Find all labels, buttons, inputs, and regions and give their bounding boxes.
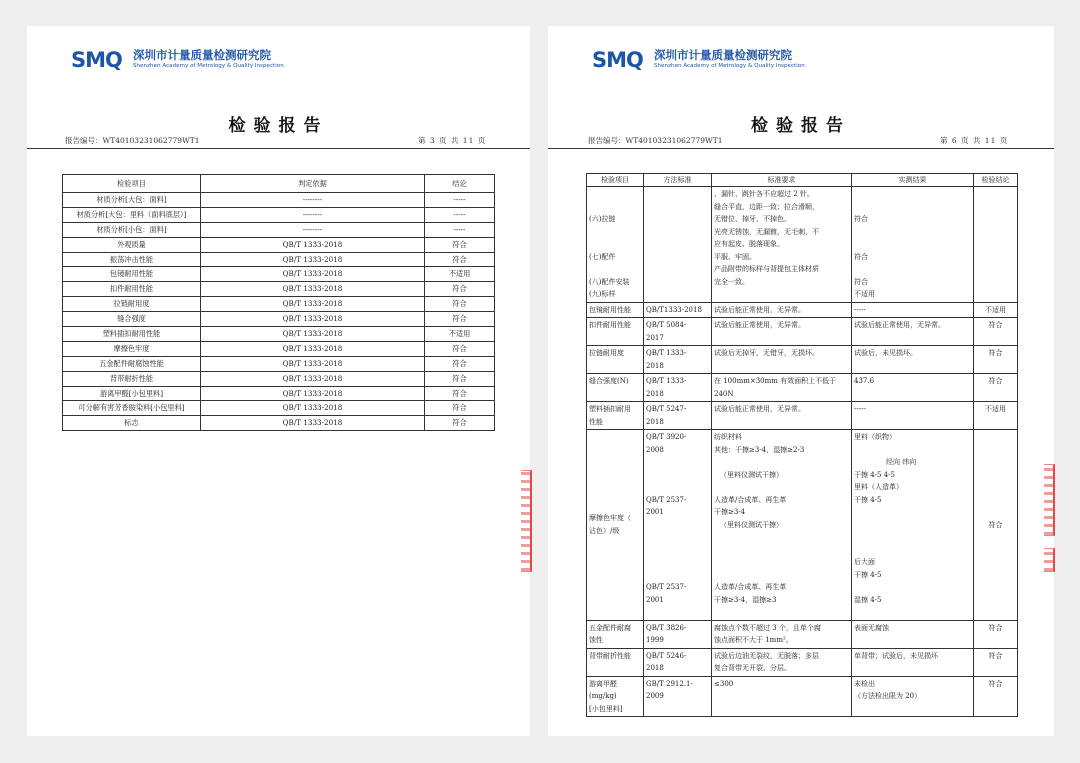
result-line: 437.6	[854, 377, 875, 385]
item-zipper: (六)拉链	[589, 215, 616, 223]
table-row	[587, 187, 1018, 303]
page-number: 第 6 页 共 11 页	[940, 136, 1009, 145]
result-line: 试验后，未见损坏。	[854, 349, 917, 357]
item-line: 缝合强度(N)	[589, 377, 629, 385]
result-line: （方法检出限为 20）	[854, 692, 922, 700]
conclusion-cell: 符合	[974, 430, 1018, 621]
method-line: 2018	[646, 361, 664, 370]
item-cell: 包镜耐用性能	[63, 267, 201, 282]
conclusion-cell: 不适用	[974, 402, 1018, 430]
result-cell	[852, 430, 974, 621]
conclusion-cell: 符合	[974, 346, 1018, 374]
item-line: 塑料插扣耐用	[589, 405, 631, 413]
req-line: 平服、牢固。	[714, 252, 756, 261]
report-page-3	[27, 26, 530, 736]
report-number: 报告编号：WT40103231062779WT1	[588, 136, 723, 145]
logo-en-name: Shenzhen Academy of Metrology & Quality Inspection	[654, 63, 805, 69]
basis-cell: QB/T 1333-2018	[201, 401, 425, 416]
method-line: QB/T1333-2018	[646, 305, 702, 314]
item-line: [小包里料]	[589, 704, 623, 713]
item-accessory-install: (八)配件安装	[589, 277, 630, 286]
basis-cell: QB/T 1333-2018	[201, 341, 425, 356]
table-header-row	[587, 174, 1018, 187]
item-cell	[587, 187, 644, 303]
col-header-method: 方法标准	[644, 174, 712, 187]
table-row	[63, 386, 495, 401]
result-line: -----	[854, 405, 866, 413]
result-line: 湿擦 4-5	[854, 595, 882, 604]
result-line: 未检出	[854, 679, 875, 688]
item-cell: 振荡冲击性能	[63, 252, 201, 267]
item-cell: 可分解有害芳香胺染料[小包里料]	[63, 401, 201, 416]
col-header-conclusion: 结论	[425, 175, 495, 193]
item-cell	[587, 346, 644, 374]
req-line: （里料仪测试干擦）	[720, 520, 783, 529]
conclusion-cell: 符合	[425, 252, 495, 267]
result-line: 里料（织物）	[854, 433, 896, 441]
conclusion-cell: 符合	[974, 374, 1018, 402]
item-sample: (九)标样	[589, 290, 616, 298]
inspection-detail-table	[586, 173, 1018, 717]
item-line: 五金配件耐腐	[589, 623, 631, 632]
req-line: 干擦≥3-4	[714, 508, 746, 516]
method-line: 2018	[646, 664, 664, 672]
req-line: 干擦≥3-4，湿擦≥3	[714, 595, 777, 604]
item-line: 背带耐折性能	[589, 651, 631, 660]
req-line: 完全一致。	[714, 277, 749, 286]
report-title: 检验报告	[751, 116, 851, 136]
conclusion-cell: 符合	[974, 676, 1018, 717]
req-line: 产品附带的标样与背提包主体材质	[714, 265, 819, 273]
item-line: 扣件耐用性能	[589, 321, 631, 329]
table-row	[63, 416, 495, 431]
basis-cell: QB/T 1333-2018	[201, 297, 425, 312]
result-line: 符合	[854, 277, 868, 286]
method-line: 2018	[646, 417, 664, 426]
item-cell	[587, 318, 644, 346]
conclusion-cell: 符合	[425, 237, 495, 252]
basis-cell: QB/T 1333-2018	[201, 356, 425, 371]
item-accessories: (七)配件	[589, 252, 616, 261]
result-cell	[852, 648, 974, 676]
result-line: 经向 纬向	[886, 458, 917, 466]
method-line: 2001	[646, 595, 664, 604]
method-cell	[644, 620, 712, 648]
method-cell	[644, 648, 712, 676]
req-line: 应有起皮、脱落现象。	[714, 240, 784, 248]
requirement-line: 试验后能正常使用，无异常。	[714, 405, 805, 413]
basis-cell: QB/T 1333-2018	[201, 312, 425, 327]
item-cell: 材质分析[小包：面料]	[63, 222, 201, 237]
conclusion-cell: 符合	[425, 416, 495, 431]
table-row	[63, 356, 495, 371]
item-line: 沾色）/级	[589, 526, 620, 535]
conclusion-cell: 符合	[425, 297, 495, 312]
result-cell	[852, 620, 974, 648]
requirement-cell	[712, 374, 852, 402]
item-cell: 背带耐折性能	[63, 371, 201, 386]
requirement-line: 试验后能正常使用，无异常。	[714, 305, 805, 314]
table-row	[63, 222, 495, 237]
item-line: 蚀性	[589, 636, 603, 644]
req-line: 无错位、掉牙，不掉色。	[714, 215, 791, 223]
table-row	[587, 318, 1018, 346]
table-row	[587, 430, 1018, 621]
requirement-cell	[712, 187, 852, 303]
header-rule	[548, 148, 1054, 149]
method-line: QB/T 3826-	[646, 623, 687, 632]
report-number: 报告编号：WT40103231062779WT1	[65, 136, 200, 145]
req-line: 、漏针、跳针各不应超过 2 针。	[714, 190, 814, 198]
method-line: 1999	[646, 636, 664, 644]
method-line: 2001	[646, 508, 664, 516]
item-cell: 扣件耐用性能	[63, 282, 201, 297]
item-cell: 标志	[63, 416, 201, 431]
table-row	[63, 327, 495, 342]
basis-cell: QB/T 1333-2018	[201, 327, 425, 342]
col-header-item: 检验项目	[587, 174, 644, 187]
method-cell	[644, 302, 712, 318]
method-line: QB/T 1333-	[646, 377, 687, 385]
item-cell	[587, 402, 644, 430]
table-row	[63, 267, 495, 282]
method-line: QB/T 5247-	[646, 405, 687, 413]
requirement-cell	[712, 430, 852, 621]
method-line: 2008	[646, 445, 664, 454]
method-cell	[644, 676, 712, 717]
requirement-line: 试验后无掉牙，无错牙，无损坏。	[714, 349, 819, 357]
table-row	[63, 237, 495, 252]
requirement-cell	[712, 346, 852, 374]
table-row	[63, 371, 495, 386]
logo-abbr: SMQ	[592, 48, 643, 72]
requirement-line: 240N	[714, 389, 734, 398]
basis-cell: --------	[201, 193, 425, 208]
result-line: 试验后能正常使用，无异常。	[854, 321, 945, 329]
result-line: 不适用	[854, 290, 875, 298]
table-row	[587, 676, 1018, 717]
table-row	[63, 207, 495, 222]
logo-abbr: SMQ	[71, 48, 122, 72]
item-cell	[587, 676, 644, 717]
header-rule	[27, 148, 530, 149]
basis-cell: QB/T 1333-2018	[201, 267, 425, 282]
conclusion-cell: 符合	[425, 371, 495, 386]
seal-stamp-fragment	[1044, 548, 1055, 572]
conclusion-cell: -----	[425, 193, 495, 208]
item-line: 包镜耐用性能	[589, 305, 631, 314]
result-cell	[852, 402, 974, 430]
seal-stamp-fragment	[1044, 464, 1055, 536]
conclusion-cell: 符合	[425, 401, 495, 416]
item-cell: 外观质量	[63, 237, 201, 252]
item-line: 摩擦色牢度（	[589, 514, 631, 523]
req-line: （里料仪测试干擦）	[720, 470, 783, 479]
basis-cell: QB/T 1333-2018	[201, 371, 425, 386]
result-line: 干擦 4-5	[854, 495, 882, 504]
basis-cell: QB/T 1333-2018	[201, 386, 425, 401]
method-cell	[644, 402, 712, 430]
conclusion-cell: 符合	[425, 282, 495, 297]
conclusion-cell: 符合	[425, 356, 495, 371]
requirement-line: 试验后能正常使用，无异常。	[714, 321, 805, 329]
method-line: 2017	[646, 333, 664, 342]
requirement-cell	[712, 676, 852, 717]
result-line: 干擦 4-5 4-5	[854, 470, 895, 479]
item-line: 游离甲醛	[589, 679, 617, 688]
method-line: QB/T 5246-	[646, 651, 687, 660]
method-line: GB/T 2912.1-	[646, 679, 693, 688]
item-cell: 游离甲醛[小包里料]	[63, 386, 201, 401]
conclusion-cell: 符合	[974, 648, 1018, 676]
table-row	[63, 282, 495, 297]
basis-cell: QB/T 1333-2018	[201, 416, 425, 431]
result-cell	[852, 318, 974, 346]
method-line: 2018	[646, 389, 664, 398]
conclusion-cell: -----	[425, 207, 495, 222]
requirement-line: 腐蚀点个数不超过 3 个，且单个腐	[714, 623, 821, 632]
req-line: 缝合平直，边距一致；拉合滑顺，	[714, 202, 819, 211]
result-cell	[852, 346, 974, 374]
method-cell	[644, 430, 712, 621]
method-line: QB/T 5084-	[646, 321, 687, 329]
conclusion-cell: -----	[425, 222, 495, 237]
result-line: 表面无腐蚀	[854, 623, 889, 632]
result-line: 干擦 4-5	[854, 570, 882, 579]
table-row	[63, 252, 495, 267]
result-line: 单背带；试验后，未见损坏	[854, 651, 938, 660]
requirement-cell	[712, 318, 852, 346]
item-cell: 塑料插扣耐用性能	[63, 327, 201, 342]
method-line: 2009	[646, 692, 664, 700]
table-row	[63, 193, 495, 208]
result-line: 后大面	[854, 558, 875, 566]
requirement-cell	[712, 302, 852, 318]
req-line: 纺织材料	[714, 433, 742, 441]
item-cell	[587, 430, 644, 621]
requirement-line: 试验后边油无裂纹、无脱落；多层	[714, 651, 819, 660]
result-line: 里料（人造革）	[854, 483, 903, 491]
req-line: 光亮无锈蚀，无漏镀，无毛刺，不	[714, 227, 819, 236]
method-line: QB/T 2537-	[646, 583, 687, 591]
result-cell	[852, 302, 974, 318]
item-cell	[587, 620, 644, 648]
basis-cell: --------	[201, 207, 425, 222]
item-cell: 材质分析[大包：里料（面料底层）]	[63, 207, 201, 222]
col-header-result: 实测结果	[852, 174, 974, 187]
method-cell	[644, 318, 712, 346]
table-row	[63, 312, 495, 327]
item-cell	[587, 302, 644, 318]
requirement-cell	[712, 620, 852, 648]
conclusion-cell: 不适用	[425, 327, 495, 342]
col-header-item: 检验项目	[63, 175, 201, 193]
item-cell: 拉链耐用度	[63, 297, 201, 312]
table-row	[63, 401, 495, 416]
req-line: 人造革/合成革、再生革	[714, 583, 787, 591]
result-cell	[852, 187, 974, 303]
method-cell	[644, 374, 712, 402]
col-header-requirement: 标准要求	[712, 174, 852, 187]
conclusion-cell	[974, 187, 1018, 303]
conclusion-cell: 符合	[974, 318, 1018, 346]
conclusion-cell: 符合	[425, 386, 495, 401]
conclusion-cell: 不适用	[974, 302, 1018, 318]
item-cell: 五金配件耐腐蚀性能	[63, 356, 201, 371]
logo-en-name: Shenzhen Academy of Metrology & Quality Inspection	[133, 63, 284, 69]
basis-cell: --------	[201, 222, 425, 237]
item-line: (mg/kg)	[589, 692, 617, 700]
table-row	[587, 402, 1018, 430]
conclusion-cell: 符合	[425, 312, 495, 327]
result-cell	[852, 676, 974, 717]
conclusion-cell: 符合	[974, 620, 1018, 648]
method-cell	[644, 346, 712, 374]
item-cell	[587, 374, 644, 402]
requirement-line: ≤300	[714, 679, 734, 688]
logo-cn-name: 深圳市计量质量检测研究院	[654, 48, 792, 62]
col-header-basis: 判定依据	[201, 175, 425, 193]
table-row	[587, 302, 1018, 318]
conclusion-cell: 不适用	[425, 267, 495, 282]
report-page-6	[548, 26, 1054, 736]
page-number: 第 3 页 共 11 页	[418, 136, 487, 145]
table-row	[63, 297, 495, 312]
result-line: 符合	[854, 252, 868, 261]
basis-cell: QB/T 1333-2018	[201, 252, 425, 267]
requirement-line: 蚀点面积不大于 1mm²。	[714, 636, 793, 644]
result-line: -----	[854, 305, 866, 314]
inspection-summary-table	[62, 174, 495, 431]
table-header-row	[63, 175, 495, 193]
requirement-line: 在 100mm×30mm 有效面积上不低于	[714, 377, 837, 385]
req-line: 其他：干擦≥3-4，湿擦≥2-3	[714, 445, 805, 454]
conclusion-cell: 符合	[425, 341, 495, 356]
req-line: 人造革/合成革、再生革	[714, 495, 787, 504]
method-line: QB/T 1333-	[646, 349, 687, 357]
table-row	[587, 648, 1018, 676]
table-row	[587, 374, 1018, 402]
logo-cn-name: 深圳市计量质量检测研究院	[133, 48, 271, 62]
item-cell: 摩擦色牢度	[63, 341, 201, 356]
method-line: QB/T 3920-	[646, 433, 687, 441]
result-line: 符合	[854, 215, 868, 223]
requirement-cell	[712, 648, 852, 676]
method-line: QB/T 2537-	[646, 495, 687, 504]
result-cell	[852, 374, 974, 402]
table-row	[587, 620, 1018, 648]
requirement-cell	[712, 402, 852, 430]
col-header-conclusion: 检验结论	[974, 174, 1018, 187]
basis-cell: QB/T 1333-2018	[201, 237, 425, 252]
item-cell: 缝合强度	[63, 312, 201, 327]
item-line: 拉链耐用度	[589, 349, 624, 357]
table-row	[63, 341, 495, 356]
requirement-line: 复合背带无开裂、分层。	[714, 664, 791, 672]
basis-cell: QB/T 1333-2018	[201, 282, 425, 297]
item-cell: 材质分析[大包：面料]	[63, 193, 201, 208]
method-cell	[644, 187, 712, 303]
item-line: 性能	[589, 417, 603, 426]
seal-stamp-fragment	[521, 470, 532, 572]
item-cell	[587, 648, 644, 676]
table-row	[587, 346, 1018, 374]
report-title: 检验报告	[228, 116, 329, 136]
